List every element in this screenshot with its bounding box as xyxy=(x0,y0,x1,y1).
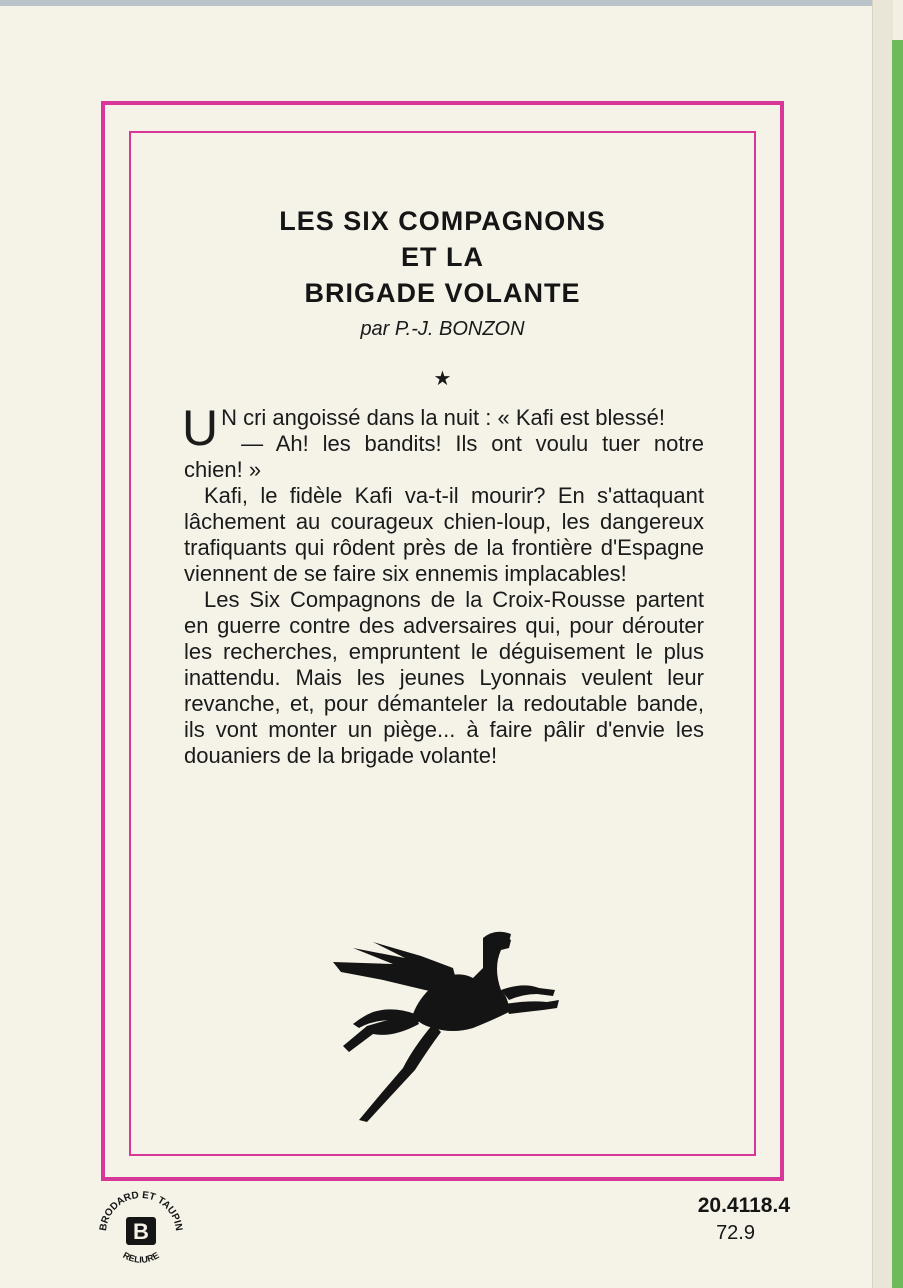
blurb-paragraph-1: U N cri angoissé dans la nuit : « Kafi est blessé! xyxy=(182,400,666,456)
title-line-1: LES SIX COMPAGNONS xyxy=(279,206,606,236)
logo-letter: B xyxy=(133,1219,149,1244)
print-code: 72.9 xyxy=(716,1222,755,1244)
book-title xyxy=(129,203,756,311)
blurb-paragraph-3: Kafi, le fidèle Kafi va-t-il mourir? En s'attaquant lâchement au courageux chien-loup, les dangereux trafiquants qui rôdent près de la frontière d'Espagne viennent de se faire six ennemis implacables! xyxy=(184,483,704,586)
pegasus-icon xyxy=(333,928,563,1128)
spine-green-strip xyxy=(892,40,903,1288)
publisher-logo xyxy=(96,1185,186,1275)
title-line-3: BRIGADE VOLANTE xyxy=(304,278,581,308)
title-line-2: ET LA xyxy=(401,242,484,272)
top-edge xyxy=(0,0,872,6)
spine-edge xyxy=(872,0,893,1288)
blurb-paragraph-2: — Ah! les bandits! Ils ont voulu tuer notre chien! » xyxy=(184,431,704,482)
logo-bottom-text: RELIURE xyxy=(121,1250,161,1265)
star-separator: ★ xyxy=(433,368,452,390)
drop-cap: U xyxy=(182,400,219,456)
author-line: par P.-J. BONZON xyxy=(360,318,525,340)
catalog-code: 20.4118.4 xyxy=(697,1194,790,1217)
svg-text:RELIURE xyxy=(121,1250,160,1265)
blurb-paragraph-4: Les Six Compagnons de la Croix-Rousse partent en guerre contre des adversaires qui, pour dérouter les recherches, empruntent le déguisement le plus inattendu. Mais les jeunes Lyonnais veulent leur revanche, et, pour démanteler la redoutable bande, ils vont monter un piège... à faire pâlir d'envie les douaniers de la brigade volante! xyxy=(184,587,704,768)
blurb xyxy=(182,400,704,769)
logo-top-text: BRODARD ET TAUPIN xyxy=(97,1189,185,1232)
